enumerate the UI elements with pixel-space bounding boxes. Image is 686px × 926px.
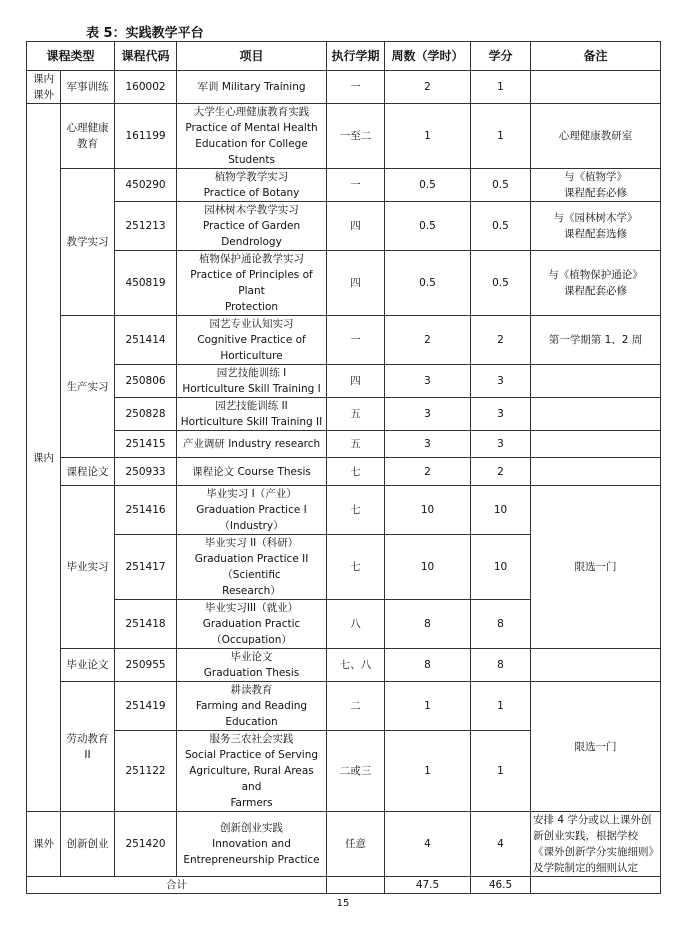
credit-cell: 10 (471, 486, 531, 535)
note-cell (531, 458, 661, 486)
term-cell: 七 (327, 486, 385, 535)
code-cell: 251416 (115, 486, 177, 535)
table-row (27, 169, 661, 202)
practice-teaching-table (26, 41, 661, 894)
header-course-type: 课程类型 (27, 42, 115, 71)
weeks-cell: 10 (385, 486, 471, 535)
term-cell: 五 (327, 431, 385, 458)
weeks-cell: 0.5 (385, 202, 471, 251)
note-cell: 与《植物学》 课程配套必修 (531, 169, 661, 202)
term-cell: 五 (327, 398, 385, 431)
code-cell: 251418 (115, 600, 177, 649)
total-weeks: 47.5 (385, 877, 471, 894)
weeks-cell: 1 (385, 104, 471, 169)
credit-cell: 0.5 (471, 202, 531, 251)
weeks-cell: 8 (385, 649, 471, 682)
item-cell: 产业调研 Industry research (177, 431, 327, 458)
group-cell: 军事训练 (61, 71, 115, 104)
total-term-empty (327, 877, 385, 894)
header-course-code: 课程代码 (115, 42, 177, 71)
note-cell: 限选一门 (531, 486, 661, 649)
note-cell: 与《植物保护通论》 课程配套必修 (531, 251, 661, 316)
weeks-cell: 2 (385, 71, 471, 104)
note-cell: 第一学期第 1、2 周 (531, 316, 661, 365)
item-cell: 服务三农社会实践 Social Practice of Serving Agriculture, Rural Areas and Farmers (177, 731, 327, 812)
total-note-empty (531, 877, 661, 894)
group-cell: 课程论文 (61, 458, 115, 486)
credit-cell: 1 (471, 71, 531, 104)
credit-cell: 3 (471, 431, 531, 458)
total-row (27, 877, 661, 894)
table-title: 表 5：实践教学平台 (86, 26, 204, 41)
code-cell: 450819 (115, 251, 177, 316)
term-cell: 二 (327, 682, 385, 731)
item-cell: 大学生心理健康教育实践 Practice of Mental Health Education for College Students (177, 104, 327, 169)
credit-cell: 8 (471, 600, 531, 649)
term-cell: 二或三 (327, 731, 385, 812)
term-cell: 七 (327, 535, 385, 600)
item-cell: 植物保护通论教学实习 Practice of Principles of Plant Protection (177, 251, 327, 316)
group-cell: 毕业论文 (61, 649, 115, 682)
weeks-cell: 10 (385, 535, 471, 600)
table-row (27, 316, 661, 365)
weeks-cell: 3 (385, 365, 471, 398)
total-credit: 46.5 (471, 877, 531, 894)
category-cell: 课外 (27, 812, 61, 877)
credit-cell: 2 (471, 316, 531, 365)
group-cell: 生产实习 (61, 316, 115, 458)
code-cell: 250955 (115, 649, 177, 682)
term-cell: 一至二 (327, 104, 385, 169)
table-row (27, 365, 661, 398)
item-cell: 毕业实习 I（产业） Graduation Practice I（Industry） (177, 486, 327, 535)
note-cell: 安排 4 学分或以上课外创新创业实践，根据学校《课外创新学分实施细则》及学院制定的细则认定 (531, 812, 661, 877)
term-cell: 任意 (327, 812, 385, 877)
table-row (27, 431, 661, 458)
note-cell: 心理健康教研室 (531, 104, 661, 169)
code-cell: 450290 (115, 169, 177, 202)
header-note: 备注 (531, 42, 661, 71)
table-row (27, 682, 661, 731)
table-row (27, 104, 661, 169)
credit-cell: 10 (471, 535, 531, 600)
weeks-cell: 1 (385, 731, 471, 812)
weeks-cell: 3 (385, 431, 471, 458)
credit-cell: 4 (471, 812, 531, 877)
total-label: 合计 (27, 877, 327, 894)
weeks-cell: 2 (385, 316, 471, 365)
item-cell: 园艺专业认知实习 Cognitive Practice of Horticulture (177, 316, 327, 365)
header-weeks: 周数（学时） (385, 42, 471, 71)
group-cell: 劳动教育 II (61, 682, 115, 812)
group-cell: 心理健康教育 (61, 104, 115, 169)
header-item: 项目 (177, 42, 327, 71)
item-cell: 园艺技能训练 I Horticulture Skill Training I (177, 365, 327, 398)
code-cell: 251417 (115, 535, 177, 600)
item-cell: 毕业实习III（就业） Graduation Practic（Occupation） (177, 600, 327, 649)
weeks-cell: 1 (385, 682, 471, 731)
weeks-cell: 4 (385, 812, 471, 877)
term-cell: 四 (327, 251, 385, 316)
code-cell: 161199 (115, 104, 177, 169)
category-cell: 课内 (27, 104, 61, 812)
table-row (27, 398, 661, 431)
code-cell: 251122 (115, 731, 177, 812)
term-cell: 四 (327, 365, 385, 398)
credit-cell: 1 (471, 731, 531, 812)
credit-cell: 2 (471, 458, 531, 486)
note-cell (531, 431, 661, 458)
term-cell: 四 (327, 202, 385, 251)
item-cell: 毕业论文 Graduation Thesis (177, 649, 327, 682)
item-cell: 耕读教育 Farming and Reading Education (177, 682, 327, 731)
note-cell: 限选一门 (531, 682, 661, 812)
note-cell (531, 71, 661, 104)
group-cell: 创新创业 (61, 812, 115, 877)
code-cell: 250933 (115, 458, 177, 486)
note-cell: 与《园林树木学》 课程配套选修 (531, 202, 661, 251)
credit-cell: 0.5 (471, 169, 531, 202)
term-cell: 一 (327, 71, 385, 104)
item-cell: 园林树木学教学实习 Practice of Garden Dendrology (177, 202, 327, 251)
table-row (27, 486, 661, 535)
header-term: 执行学期 (327, 42, 385, 71)
weeks-cell: 0.5 (385, 251, 471, 316)
weeks-cell: 8 (385, 600, 471, 649)
item-cell: 创新创业实践 Innovation and Entrepreneurship Practice (177, 812, 327, 877)
credit-cell: 1 (471, 104, 531, 169)
credit-cell: 1 (471, 682, 531, 731)
item-cell: 植物学教学实习 Practice of Botany (177, 169, 327, 202)
note-cell (531, 649, 661, 682)
table-row (27, 458, 661, 486)
credit-cell: 8 (471, 649, 531, 682)
code-cell: 251415 (115, 431, 177, 458)
term-cell: 七 (327, 458, 385, 486)
item-cell: 园艺技能训练 II Horticulture Skill Training II (177, 398, 327, 431)
item-cell: 军训 Military Training (177, 71, 327, 104)
table-row (27, 812, 661, 877)
item-cell: 毕业实习 II（科研） Graduation Practice II（Scientific Research） (177, 535, 327, 600)
item-cell: 课程论文 Course Thesis (177, 458, 327, 486)
group-cell: 毕业实习 (61, 486, 115, 649)
credit-cell: 0.5 (471, 251, 531, 316)
note-cell (531, 365, 661, 398)
term-cell: 一 (327, 316, 385, 365)
table-row (27, 649, 661, 682)
code-cell: 250828 (115, 398, 177, 431)
header-row (27, 42, 661, 71)
page-number: 15 (336, 898, 350, 909)
code-cell: 250806 (115, 365, 177, 398)
credit-cell: 3 (471, 365, 531, 398)
term-cell: 七、八 (327, 649, 385, 682)
term-cell: 一 (327, 169, 385, 202)
table-row (27, 251, 661, 316)
weeks-cell: 2 (385, 458, 471, 486)
term-cell: 八 (327, 600, 385, 649)
category-cell: 课内 课外 (27, 71, 61, 104)
note-cell (531, 398, 661, 431)
header-credit: 学分 (471, 42, 531, 71)
code-cell: 251414 (115, 316, 177, 365)
weeks-cell: 0.5 (385, 169, 471, 202)
table-row (27, 71, 661, 104)
code-cell: 251419 (115, 682, 177, 731)
code-cell: 251213 (115, 202, 177, 251)
code-cell: 160002 (115, 71, 177, 104)
code-cell: 251420 (115, 812, 177, 877)
group-cell: 教学实习 (61, 169, 115, 316)
weeks-cell: 3 (385, 398, 471, 431)
table-row (27, 202, 661, 251)
credit-cell: 3 (471, 398, 531, 431)
